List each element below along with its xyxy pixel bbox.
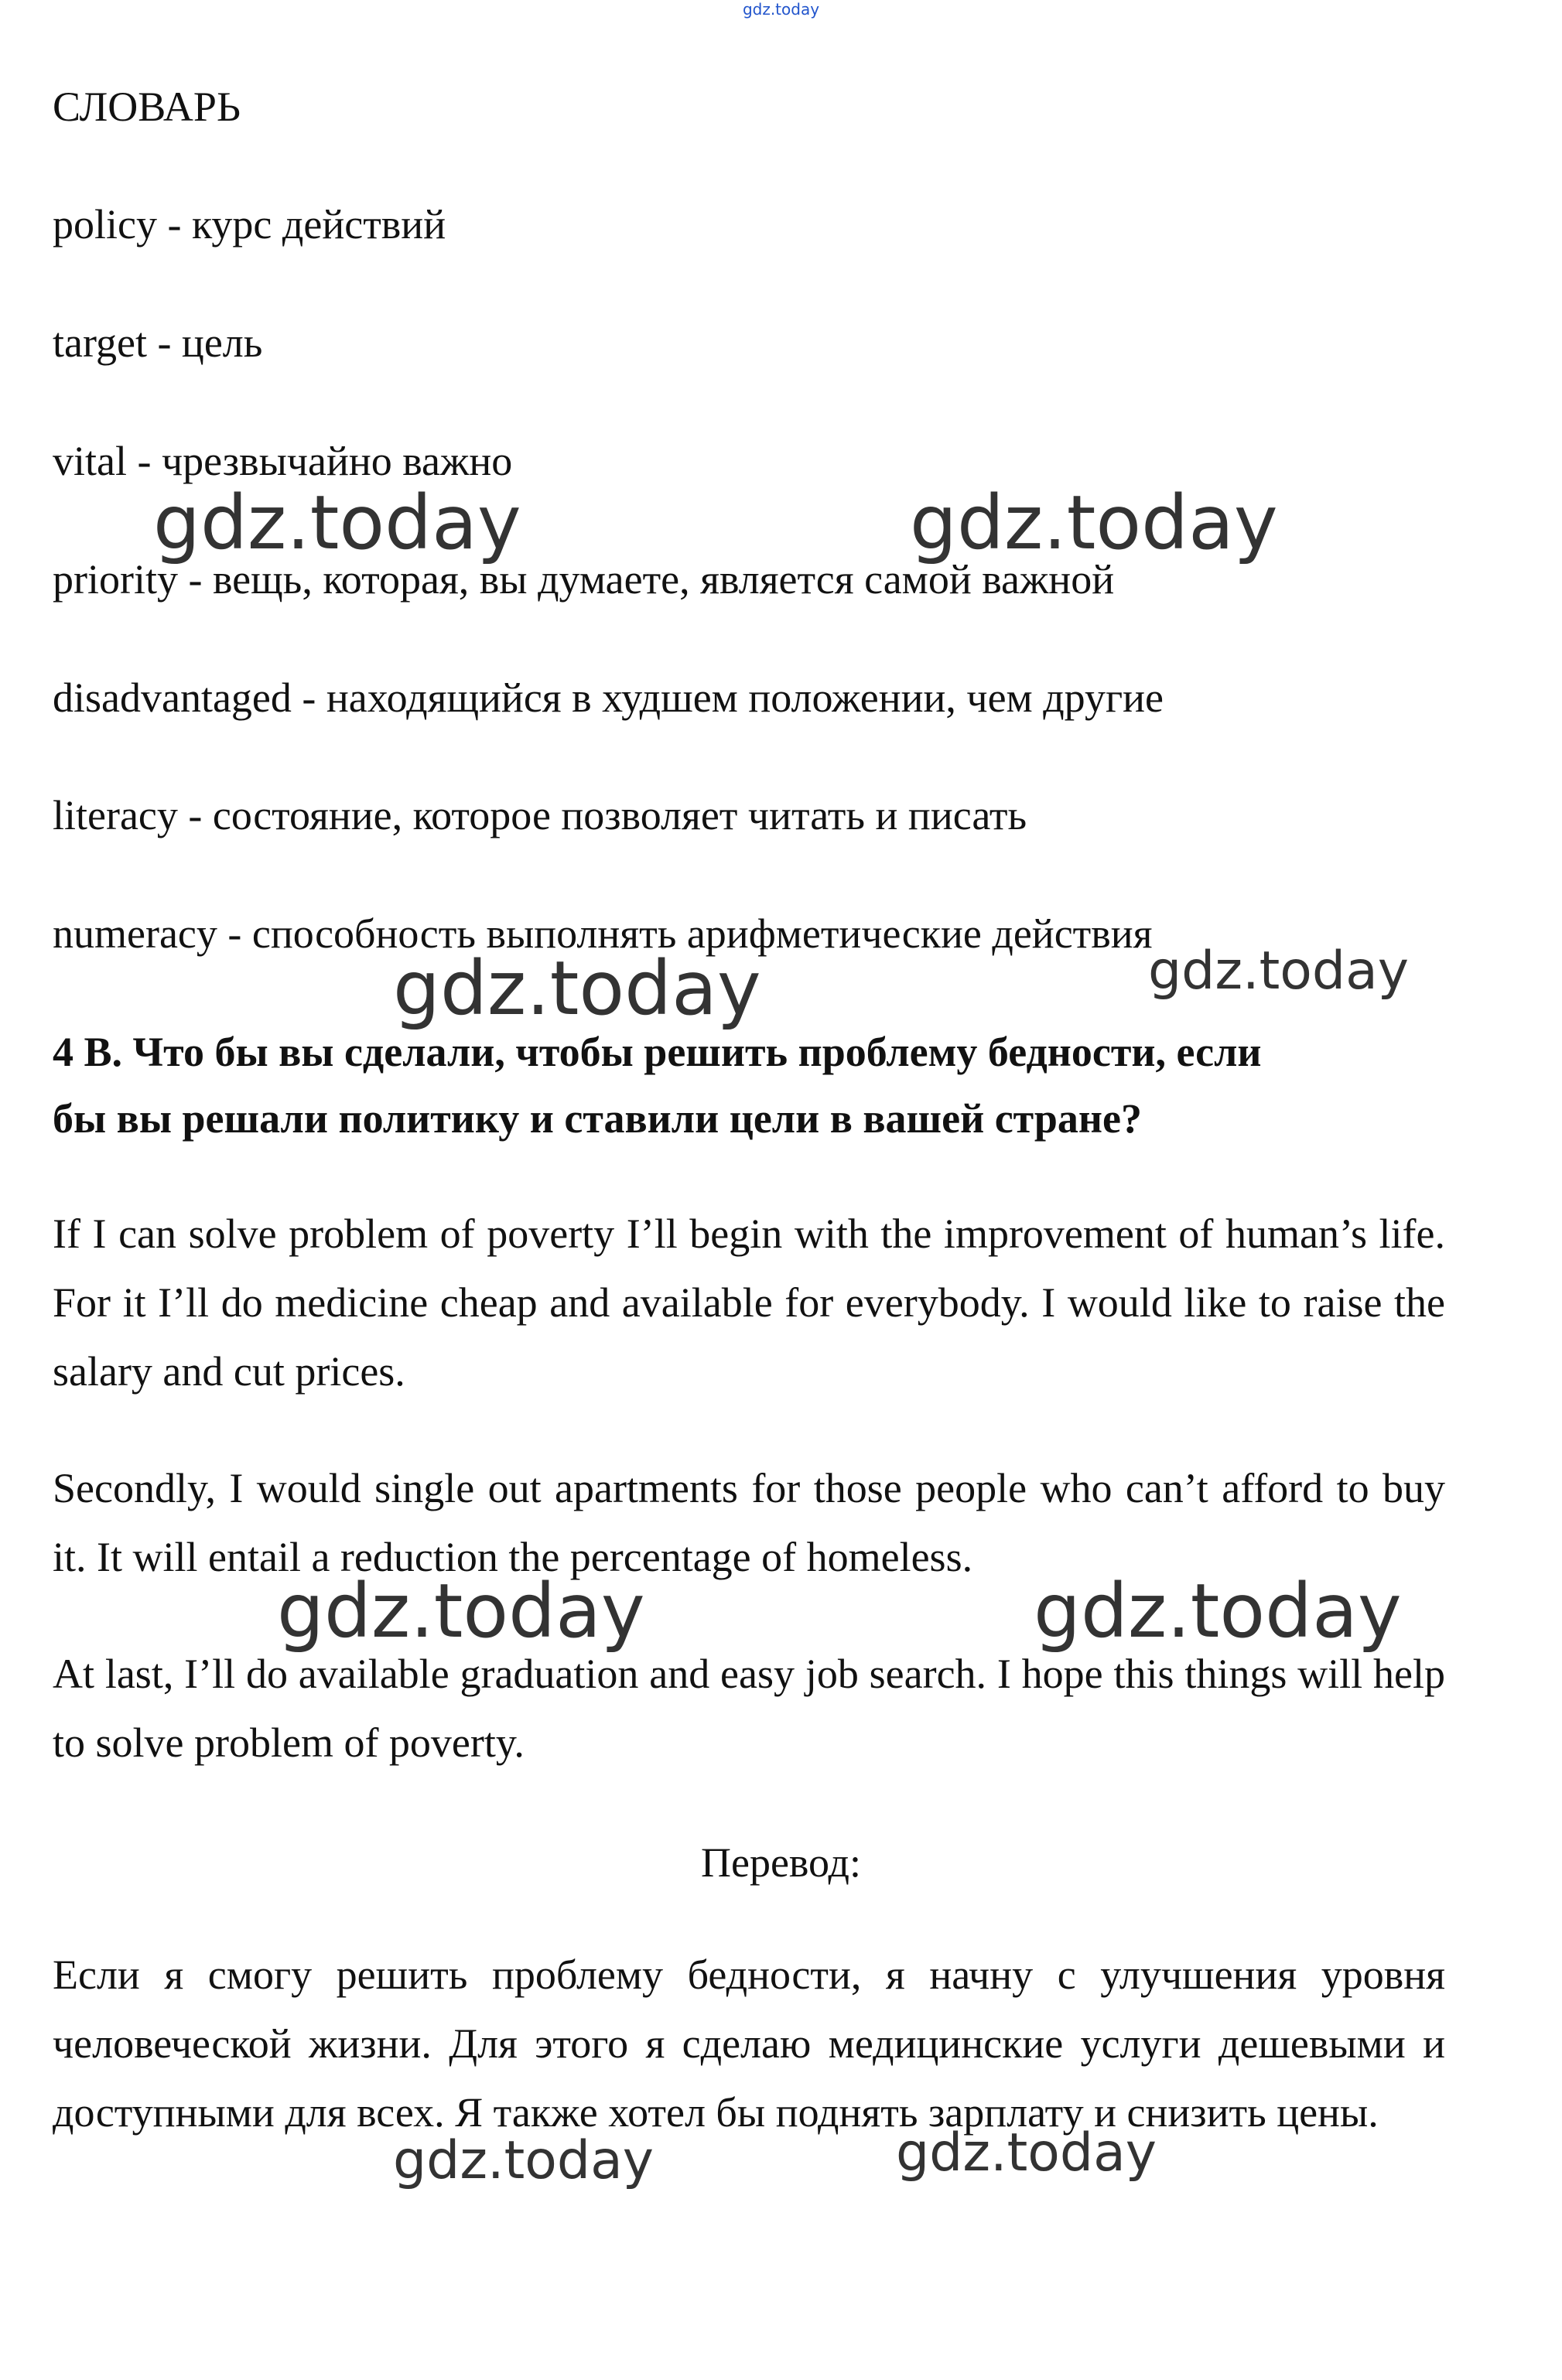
watermark: gdz.today: [896, 2122, 1157, 2184]
watermark: gdz.today: [1034, 1568, 1402, 1654]
answer-paragraph-1: If I can solve problem of poverty I’ll begin with the improvement of human’s life. For it I’ll do medicine cheap and available for everybody. I would like to raise the salary and cut prices.: [53, 1210, 1445, 1395]
vocab-item-policy: policy - курс действий: [53, 201, 446, 248]
question-line-1: 4 B. Что бы вы сделали, чтобы решить проблему бедности, если: [53, 1029, 1262, 1075]
watermark: gdz.today: [910, 480, 1278, 566]
watermark: gdz.today: [153, 480, 521, 566]
top-watermark: gdz.today: [742, 0, 820, 19]
vocab-item-vital: vital - чрезвычайно важно: [53, 438, 513, 484]
translation-heading: Перевод:: [701, 1839, 861, 1886]
vocab-item-literacy: literacy - состояние, которое позволяет читать и писать: [53, 792, 1027, 838]
translation-paragraph: Если я смогу решить проблему бедности, я начну с улучшения уровня человеческой жизни. Для этого я сделаю медицинские услуги дешевыми и доступными для всех. Я также хотел бы поднять зарплату и снизить цены.: [53, 1951, 1445, 2136]
watermark: gdz.today: [277, 1568, 645, 1654]
answer-paragraph-3: At last, I’ll do available graduation and easy job search. I hope this things will help to solve problem of poverty.: [53, 1651, 1445, 1766]
answer-paragraph-2: Secondly, I would single out apartments for those people who can’t afford to buy it. It will entail a reduction the percentage of homeless.: [53, 1465, 1445, 1580]
vocab-item-priority: priority - вещь, которая, вы думаете, является самой важной: [53, 556, 1115, 603]
page-heading: СЛОВАРЬ: [53, 84, 241, 130]
vocab-item-disadvantaged: disadvantaged - находящийся в худшем положении, чем другие: [53, 674, 1164, 721]
watermark: gdz.today: [1148, 941, 1409, 1002]
vocab-item-numeracy: numeracy - способность выполнять арифметические действия: [53, 910, 1153, 957]
question-line-2: бы вы решали политику и ставили цели в вашей стране?: [53, 1095, 1142, 1142]
watermark: gdz.today: [393, 2130, 654, 2191]
vocab-item-target: target - цель: [53, 319, 263, 366]
watermark: gdz.today: [393, 945, 761, 1032]
